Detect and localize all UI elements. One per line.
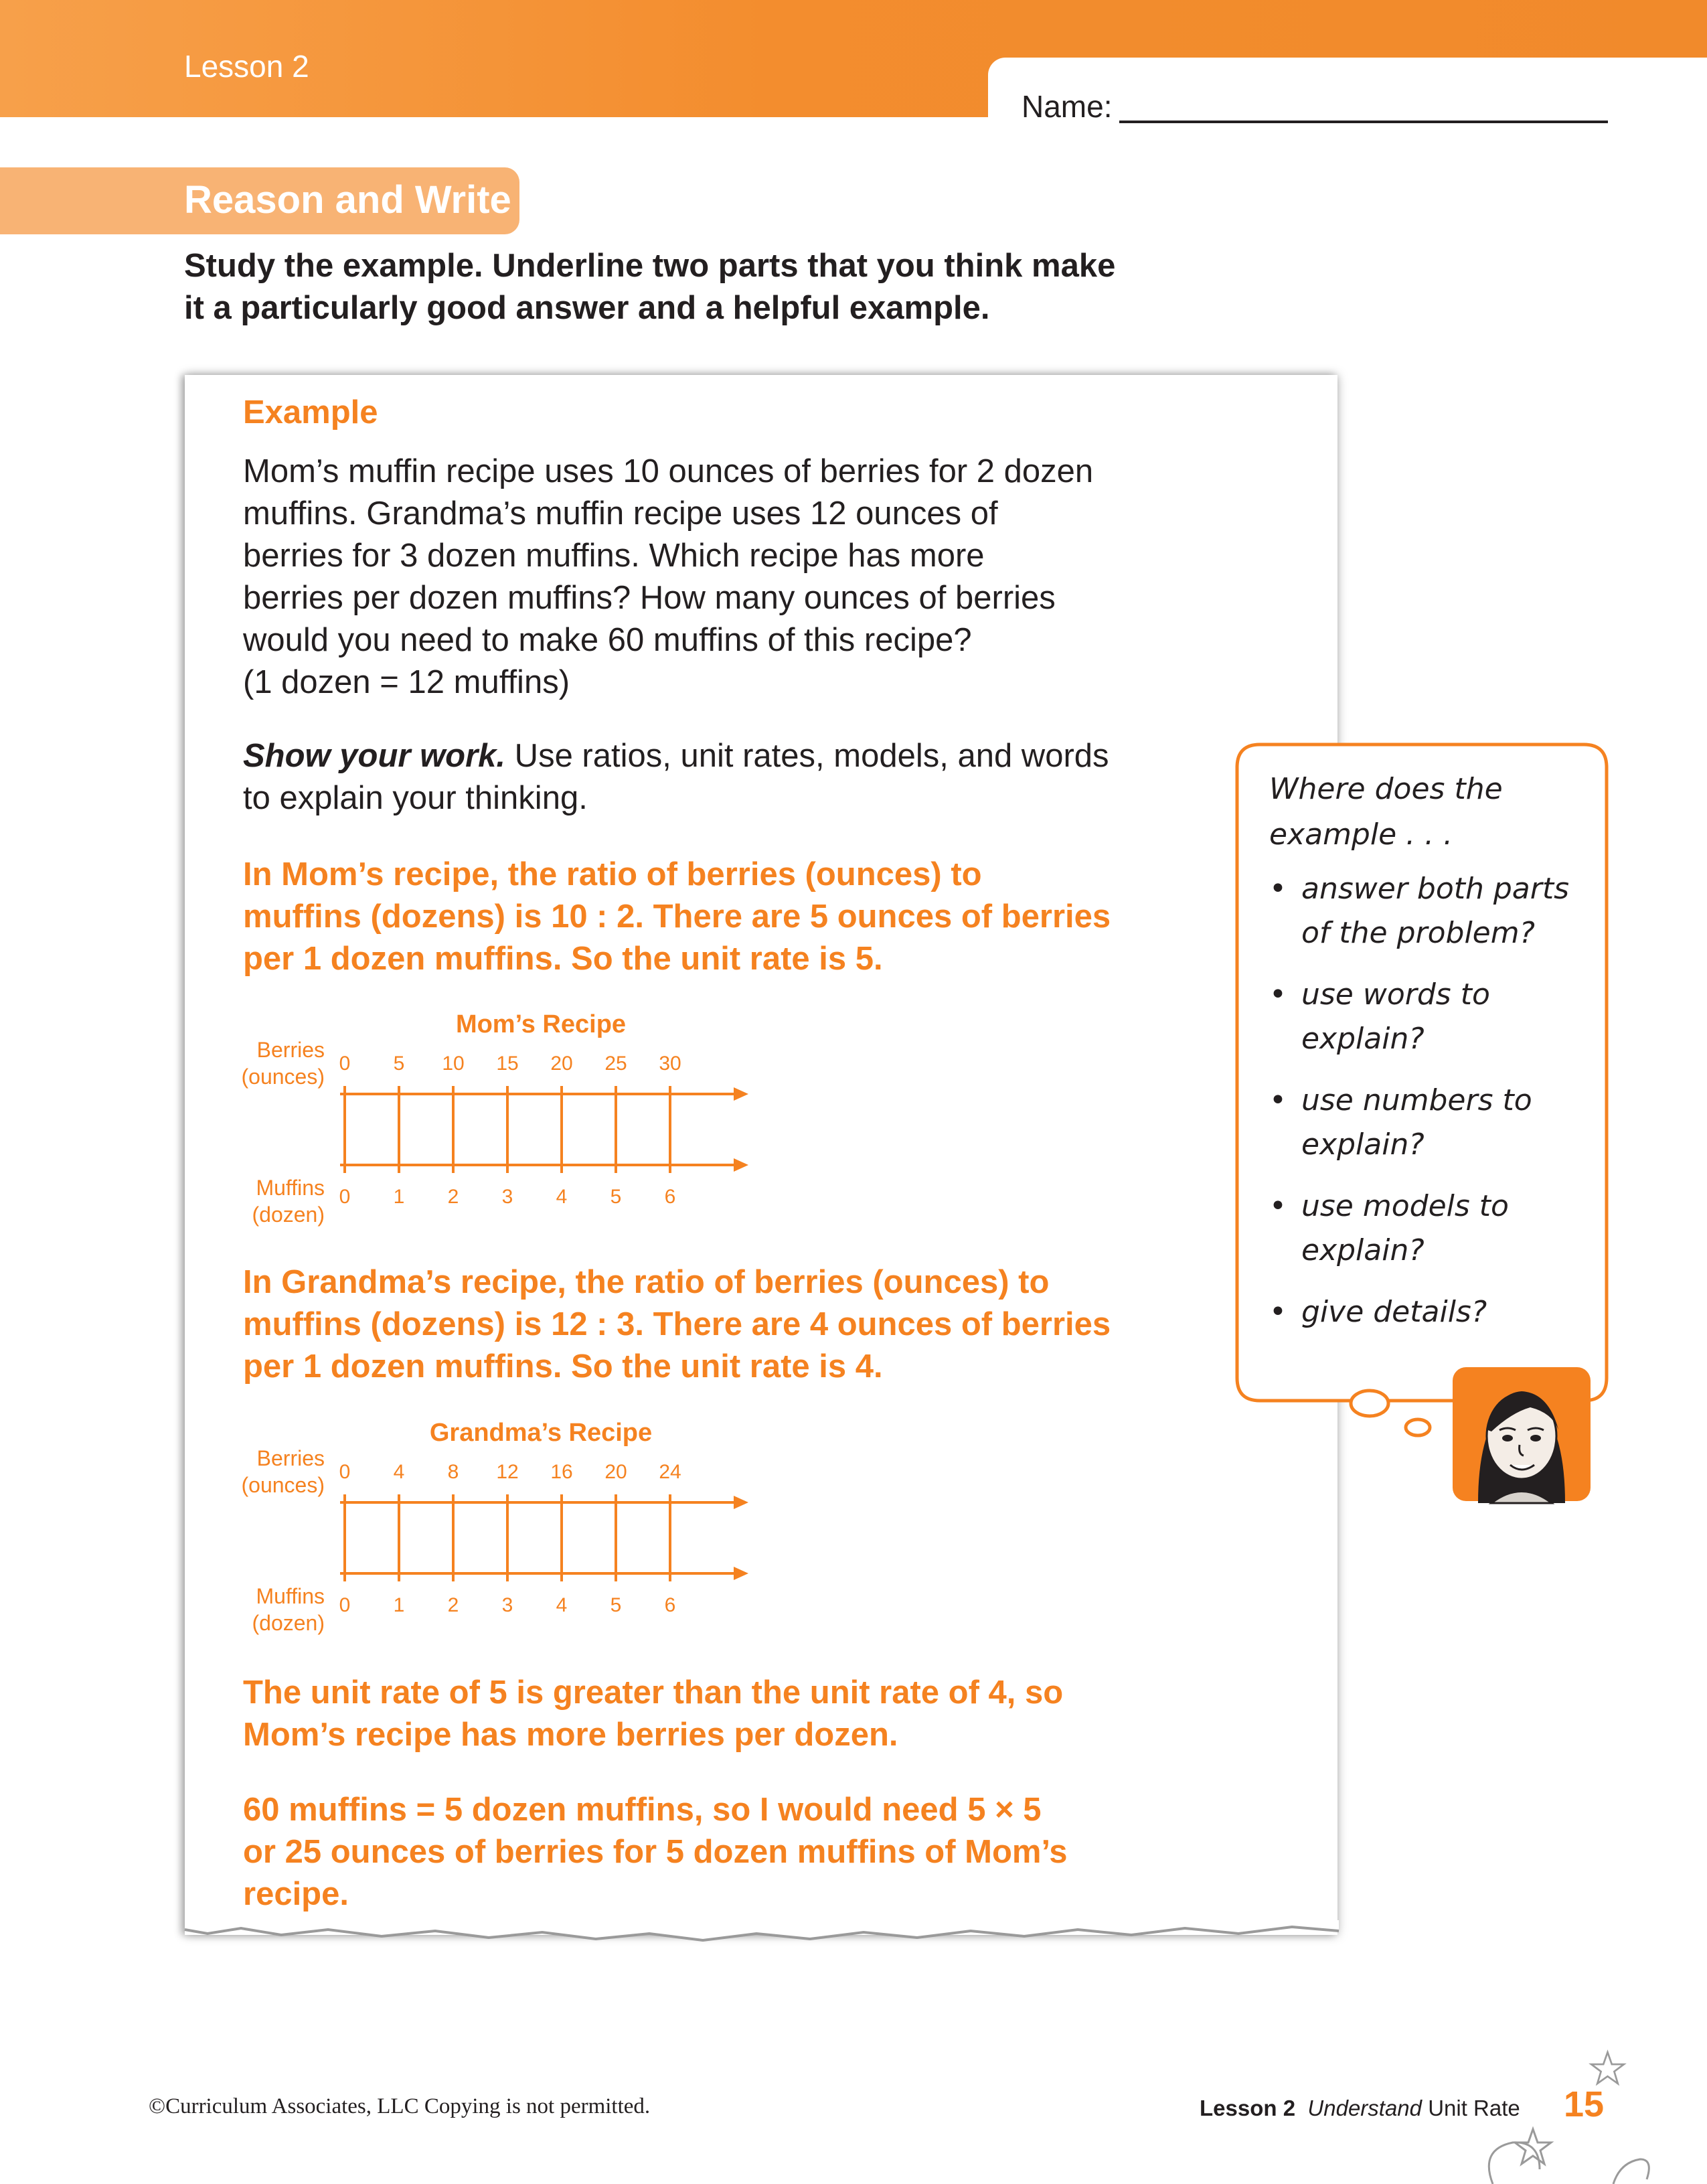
problem-line: muffins. Grandma’s muffin recipe uses 12 ounces of	[243, 495, 998, 532]
conclusion-line: The unit rate of 5 is greater than the unit rate of 4, so	[243, 1674, 1064, 1711]
berries-label: Berries	[256, 1038, 325, 1062]
muffins-label: Muffins	[256, 1176, 325, 1200]
problem-line: (1 dozen = 12 muffins)	[243, 664, 570, 700]
tick-label: 15	[496, 1052, 519, 1075]
tick-label: 20	[604, 1461, 627, 1483]
footer-lesson-number: Lesson 2	[1200, 2096, 1296, 2120]
tick-label: 5	[610, 1186, 622, 1208]
bubble-item-line: explain?	[1301, 1127, 1425, 1162]
problem-line: would you need to make 60 muffins of this recipe?	[243, 622, 972, 658]
lesson-label: Lesson 2	[184, 49, 309, 84]
tick-label: 3	[501, 1594, 513, 1616]
bubble-item-line: of the problem?	[1301, 916, 1535, 950]
muffins-label: Muffins	[256, 1584, 325, 1608]
footer-lesson-topic: Unit Rate	[1428, 2096, 1520, 2120]
mom-top-tick-labels	[339, 1052, 681, 1075]
instructions	[184, 245, 1168, 329]
tick-label: 10	[442, 1052, 465, 1075]
show-work-line: to explain your thinking.	[243, 780, 588, 816]
bubble-intro-line: example . . .	[1269, 817, 1453, 852]
mom-bottom-tick-labels	[339, 1186, 676, 1208]
footer-lesson-verb: Understand	[1307, 2096, 1422, 2120]
grandma-answer-line: per 1 dozen muffins. So the unit rate is 4.	[243, 1348, 883, 1385]
grandma-tick-group	[345, 1494, 670, 1581]
conclusion-line: or 25 ounces of berries for 5 dozen muffins of Mom’s	[243, 1834, 1068, 1870]
problem-line: Mom’s muffin recipe uses 10 ounces of berries for 2 dozen	[243, 453, 1094, 489]
tick-label: 3	[501, 1186, 513, 1208]
section-title: Reason and Write	[184, 178, 511, 222]
name-write-line[interactable]	[1119, 121, 1608, 123]
tick-label: 0	[339, 1461, 351, 1483]
top-axis-arrow-icon	[734, 1496, 748, 1509]
grandma-answer	[243, 1261, 1180, 1388]
tick-label: 8	[447, 1461, 459, 1483]
page-number: 15	[1564, 2084, 1605, 2124]
mom-answer-line: muffins (dozens) is 10 : 2. There are 5 ounces of berries	[243, 899, 1111, 935]
top-axis-arrow-icon	[734, 1087, 748, 1101]
tick-label: 4	[556, 1186, 568, 1208]
mom-nl-title: Mom’s Recipe	[455, 1010, 627, 1038]
bubble-item	[1269, 1290, 1617, 1334]
tick-label: 16	[550, 1461, 573, 1483]
torn-paper-edge	[181, 1920, 1346, 1960]
conclusion-rate	[243, 1672, 1180, 1756]
tick-label: 2	[447, 1186, 459, 1208]
bullet-icon: •	[1269, 1295, 1287, 1329]
bubble-item-line: give details?	[1301, 1295, 1487, 1329]
mom-tick-group	[345, 1086, 670, 1173]
tick-label: 20	[550, 1052, 573, 1075]
tick-label: 6	[664, 1594, 676, 1616]
tick-label: 0	[339, 1186, 351, 1208]
muffins-unit-label: (dozen)	[252, 1202, 325, 1227]
berries-unit-label: (ounces)	[241, 1473, 325, 1497]
berries-unit-label: (ounces)	[241, 1065, 325, 1089]
tick-label: 5	[610, 1594, 622, 1616]
bottom-axis-arrow-icon	[734, 1158, 748, 1172]
tick-label: 25	[604, 1052, 627, 1075]
mom-answer	[243, 854, 1180, 980]
bubble-intro-line: Where does the	[1269, 772, 1503, 806]
berries-label: Berries	[256, 1446, 325, 1470]
mom-answer-line: In Mom’s recipe, the ratio of berries (ounces) to	[243, 856, 982, 892]
conclusion-line: recipe.	[243, 1876, 349, 1912]
muffins-unit-label: (dozen)	[252, 1611, 325, 1635]
bubble-intro	[1269, 767, 1617, 858]
problem-line: berries for 3 dozen muffins. Which recipe has more	[243, 538, 985, 574]
instructions-line: Study the example. Underline two parts that you think make	[184, 248, 1116, 284]
bubble-item-line: explain?	[1301, 1022, 1425, 1056]
mom-double-number-line	[221, 1004, 756, 1232]
bubble-item-line: explain?	[1301, 1233, 1425, 1267]
tick-label: 4	[393, 1461, 405, 1483]
bullet-icon: •	[1269, 872, 1287, 906]
tick-label: 0	[339, 1594, 351, 1616]
bubble-item-line: answer both parts	[1301, 872, 1570, 906]
show-work-label: Show your work.	[243, 738, 506, 774]
tick-label: 4	[556, 1594, 568, 1616]
decorative-stars-icon	[1372, 2042, 1674, 2184]
bubble-item-line: use numbers to	[1301, 1083, 1532, 1117]
grandma-top-tick-labels	[339, 1461, 681, 1483]
bullet-icon: •	[1269, 1083, 1287, 1117]
tick-label: 30	[659, 1052, 681, 1075]
student-avatar-icon	[1451, 1366, 1592, 1503]
tick-label: 0	[339, 1052, 351, 1075]
bubble-item	[1269, 1079, 1617, 1167]
grandma-double-number-line	[221, 1413, 756, 1640]
grandma-bottom-tick-labels	[339, 1594, 676, 1616]
tick-label: 1	[393, 1186, 405, 1208]
tick-label: 24	[659, 1461, 681, 1483]
bubble-item-line: use words to	[1301, 978, 1490, 1012]
bubble-item	[1269, 973, 1617, 1061]
bullet-icon: •	[1269, 978, 1287, 1012]
bubble-item	[1269, 867, 1617, 955]
show-work-text	[243, 735, 1180, 820]
example-heading: Example	[243, 394, 378, 431]
instructions-line: it a particularly good answer and a helpful example.	[184, 290, 990, 326]
problem-text	[243, 451, 1180, 704]
tick-label: 2	[447, 1594, 459, 1616]
grandma-answer-line: muffins (dozens) is 12 : 3. There are 4 ounces of berries	[243, 1306, 1111, 1342]
show-work-rest: Use ratios, unit rates, models, and words	[505, 738, 1109, 774]
tick-label: 12	[496, 1461, 519, 1483]
grandma-nl-title: Grandma’s Recipe	[429, 1419, 653, 1447]
mom-answer-line: per 1 dozen muffins. So the unit rate is 5.	[243, 941, 883, 977]
conclusion-line: Mom’s recipe has more berries per dozen.	[243, 1717, 898, 1753]
bubble-item-line: use models to	[1301, 1189, 1509, 1223]
tick-label: 1	[393, 1594, 405, 1616]
name-label: Name:	[1022, 89, 1113, 124]
thought-bubble-text	[1269, 767, 1617, 1352]
tick-label: 5	[393, 1052, 405, 1075]
grandma-answer-line: In Grandma’s recipe, the ratio of berries (ounces) to	[243, 1264, 1050, 1300]
conclusion-amount	[243, 1789, 1180, 1916]
bottom-axis-arrow-icon	[734, 1567, 748, 1580]
footer-copyright: ©Curriculum Associates, LLC Copying is not permitted.	[149, 2094, 651, 2118]
tick-label: 6	[664, 1186, 676, 1208]
problem-line: berries per dozen muffins? How many ounces of berries	[243, 580, 1056, 616]
bubble-item	[1269, 1184, 1617, 1273]
conclusion-line: 60 muffins = 5 dozen muffins, so I would need 5 × 5	[243, 1792, 1042, 1828]
bullet-icon: •	[1269, 1189, 1287, 1223]
